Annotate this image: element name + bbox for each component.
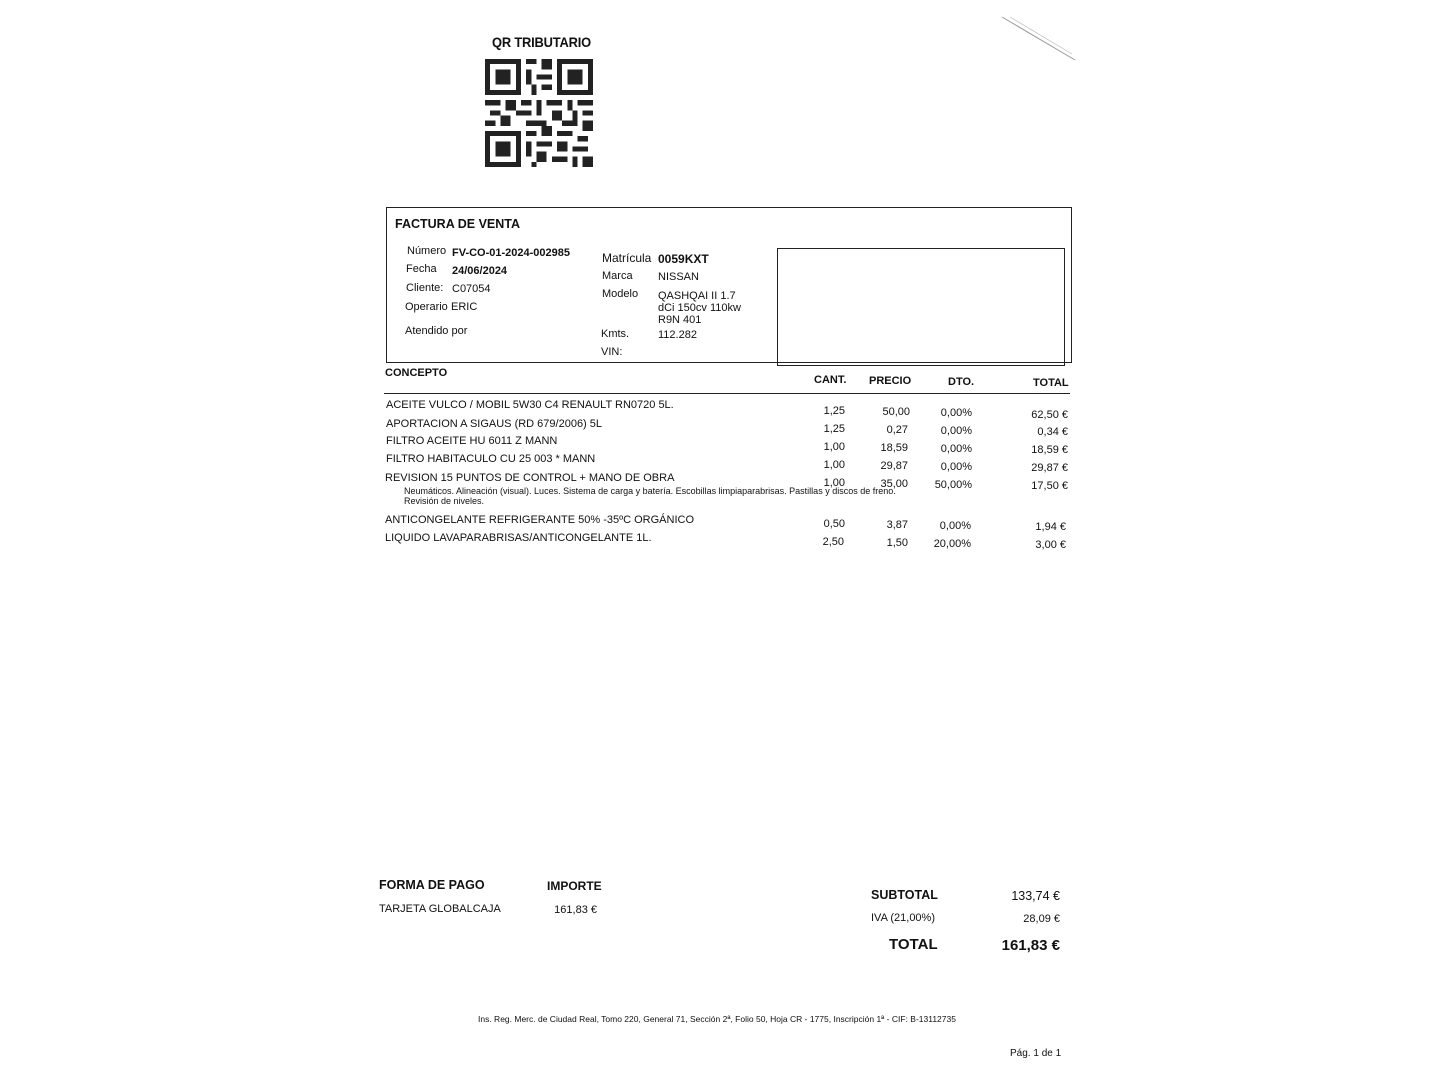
col-header-dto: DTO.: [948, 376, 975, 388]
row-concepto: FILTRO ACEITE HU 6011 Z MANN: [386, 435, 558, 447]
vehicle-model: [658, 290, 741, 326]
matricula-label: Matrícula: [602, 251, 652, 265]
operario-value: ERIC: [451, 301, 478, 313]
row-cant: 1,25: [823, 405, 845, 417]
row-concepto: ANTICONGELANTE REFRIGERANTE 50% -35ºC ORGÁNICO: [385, 514, 695, 526]
row-total: 3,00 €: [1035, 539, 1066, 551]
total-label: TOTAL: [889, 936, 938, 953]
company-registry-footer: Ins. Reg. Merc. de Ciudad Real, Tomo 220, General 71, Sección 2ª, Folio 50, Hoja CR - 1775, Inscripción 1ª - CIF: B-13112735: [478, 1014, 956, 1024]
row-precio: 29,87: [880, 460, 908, 472]
row-cant: 1,00: [823, 477, 845, 489]
invoice-title: FACTURA DE VENTA: [395, 217, 520, 231]
row-cant: 1,00: [823, 459, 845, 471]
row-precio: 3,87: [886, 519, 908, 531]
invoice-number: FV-CO-01-2024-002985: [452, 247, 571, 259]
row-cant: 1,00: [823, 441, 845, 453]
vehicle-brand: NISSAN: [658, 271, 699, 283]
fecha-label: Fecha: [406, 263, 437, 275]
col-header-cant: CANT.: [814, 374, 847, 386]
row-dto: 0,00%: [940, 425, 972, 437]
table-header-rule: [384, 393, 1070, 394]
row-total: 18,59 €: [1031, 444, 1068, 456]
row-cant: 1,25: [823, 423, 845, 435]
marca-label: Marca: [602, 270, 633, 282]
numero-label: Número: [407, 245, 447, 257]
client-address-box: [777, 248, 1065, 366]
importe-label: IMPORTE: [547, 879, 602, 893]
row-dto: 0,00%: [939, 520, 971, 532]
row-cant: 0,50: [823, 518, 845, 530]
row-concepto: APORTACION A SIGAUS (RD 679/2006) 5L: [386, 418, 603, 430]
scan-fold-mark: [1000, 14, 1080, 69]
page-number: Pág. 1 de 1: [1010, 1048, 1062, 1059]
row-precio: 1,50: [886, 537, 908, 549]
modelo-label: Modelo: [602, 288, 639, 300]
row-concepto: FILTRO HABITACULO CU 25 003 * MANN: [386, 453, 596, 465]
iva-value: 28,09 €: [1023, 913, 1060, 925]
vehicle-model-line: R9N 401: [658, 314, 702, 326]
row-precio: 18,59: [880, 442, 908, 454]
atendido-label: Atendido por: [405, 325, 468, 337]
row-detail: Neumáticos. Alineación (visual). Luces. Sistema de carga y batería. Escobillas limpiaparabrisas. Pastillas y discos de freno.: [404, 486, 896, 496]
col-header-precio: PRECIO: [869, 375, 912, 387]
payment-amount: 161,83 €: [554, 904, 597, 916]
row-precio: 35,00: [880, 478, 908, 490]
subtotal-label: SUBTOTAL: [871, 888, 938, 902]
client-code: C07054: [452, 283, 491, 295]
row-cant: 2,50: [822, 536, 844, 548]
kmts-label: Kmts.: [601, 328, 630, 340]
forma-pago-label: FORMA DE PAGO: [379, 878, 485, 892]
row-dto: 20,00%: [933, 538, 971, 550]
row-total: 62,50 €: [1031, 409, 1068, 421]
row-total: 1,94 €: [1035, 521, 1066, 533]
row-concepto: LIQUIDO LAVAPARABRISAS/ANTICONGELANTE 1L.: [385, 532, 652, 544]
vehicle-kms: 112.282: [658, 329, 697, 341]
vehicle-model-line: dCi 150cv 110kw: [658, 302, 741, 314]
row-total: 0,34 €: [1037, 426, 1068, 438]
vehicle-model-line: QASHQAI II 1.7: [658, 290, 736, 302]
row-dto: 0,00%: [940, 461, 972, 473]
row-dto: 50,00%: [934, 479, 972, 491]
invoice-date: 24/06/2024: [452, 265, 508, 277]
subtotal-value: 133,74 €: [1011, 889, 1060, 903]
cliente-label: Cliente:: [406, 282, 444, 294]
row-precio: 0,27: [886, 424, 908, 436]
row-detail: Revisión de niveles.: [404, 496, 485, 506]
operario-label: Operario: [405, 301, 448, 313]
total-value: 161,83 €: [1001, 937, 1060, 954]
row-dto: 0,00%: [940, 407, 972, 419]
row-precio: 50,00: [882, 406, 910, 418]
row-dto: 0,00%: [940, 443, 972, 455]
row-concepto: ACEITE VULCO / MOBIL 5W30 C4 RENAULT RN0720 5L.: [386, 399, 674, 411]
vehicle-plate: 0059KXT: [658, 252, 709, 266]
col-header-total: TOTAL: [1033, 377, 1069, 389]
payment-method: TARJETA GLOBALCAJA: [379, 903, 501, 915]
row-concepto: REVISION 15 PUNTOS DE CONTROL + MANO DE OBRA: [385, 472, 675, 484]
qr-code: [485, 59, 593, 167]
col-header-concepto: CONCEPTO: [385, 367, 448, 379]
vin-label: VIN:: [601, 346, 623, 358]
row-total: 17,50 €: [1031, 480, 1068, 492]
iva-label: IVA (21,00%): [871, 912, 935, 924]
row-total: 29,87 €: [1031, 462, 1068, 474]
qr-title: QR TRIBUTARIO: [492, 34, 591, 50]
